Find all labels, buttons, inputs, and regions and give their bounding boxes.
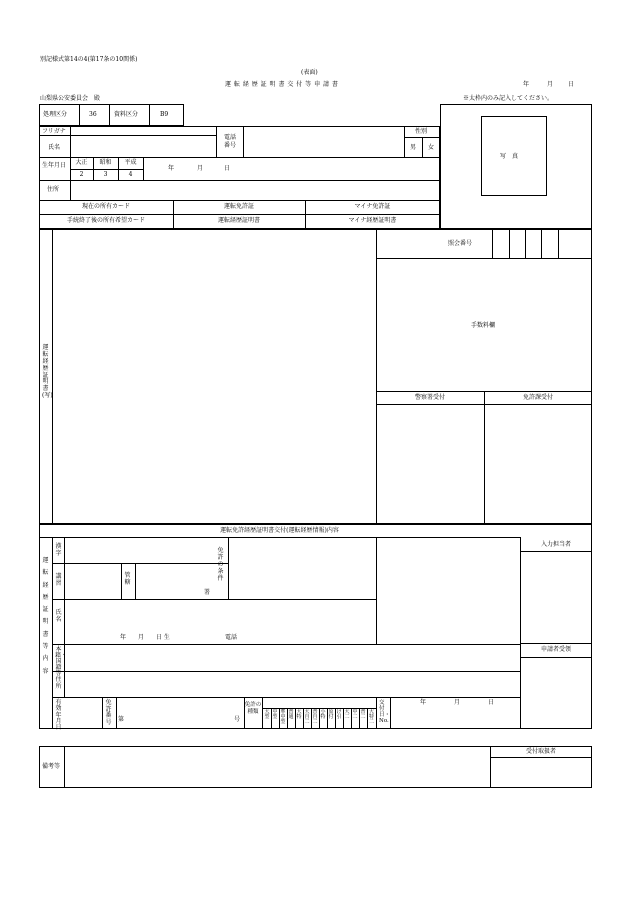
type-kenin[interactable]: け引 [336, 709, 342, 720]
desired-card-label: 手続終了後の所有希望カード [66, 217, 145, 224]
validity-label: 有効年月日 [55, 699, 62, 732]
input-staff-label: 入力担当者 [540, 541, 571, 548]
current-myna-license[interactable]: マイナ免許証 [354, 203, 391, 210]
receiver-label: 受付取扱者 [525, 748, 556, 755]
lower-side-label: 運転経歴証明書等内容 [42, 557, 49, 675]
gender-female[interactable]: 女 [428, 144, 435, 151]
type-ogata[interactable]: 大型 [264, 709, 270, 720]
lower-phone-label: 電話 [225, 634, 238, 641]
middle-frame [39, 229, 592, 524]
era-code-2: 2 [79, 171, 84, 178]
birth-label: 生年月日 [42, 162, 67, 169]
photo-label: 写 真 [500, 153, 519, 160]
remarks-label: 備考等 [42, 763, 61, 770]
conditions-label: 免許の条件 [217, 547, 224, 582]
type-futsu[interactable]: 普通 [288, 709, 294, 720]
lower-frame [39, 524, 592, 732]
issue-year: 年 [420, 699, 427, 706]
form-side: (表面) [301, 69, 318, 76]
header-month: 月 [547, 81, 554, 88]
phone-label: 電話番号 [224, 134, 237, 149]
birth-day: 日 [224, 165, 231, 172]
material-value: B9 [160, 111, 169, 118]
name-label: 氏名 [48, 144, 61, 151]
type-fujini[interactable]: 普自二 [312, 709, 318, 725]
license-go: 号 [234, 716, 241, 723]
license-number-label: 免許番号 [105, 699, 112, 726]
lower-name-label: 氏名 [55, 609, 62, 623]
jurisdiction-label: 管轄 [124, 572, 131, 586]
license-dai: 第 [118, 716, 125, 723]
gender-male[interactable]: 男 [410, 144, 417, 151]
form-title: 運 転 経 歴 証 明 書 交 付 等 申 請 書 [225, 81, 339, 88]
domicile-label: 本籍・国籍等 [55, 646, 68, 677]
lower-section-title: 運転免許経歴証明書交付(運転経歴情報)内容 [220, 527, 339, 534]
current-card-label: 現在の所有カード [81, 203, 130, 210]
type-junchugata[interactable]: 準中型 [280, 709, 286, 725]
type-daitoku[interactable]: 大特 [296, 709, 302, 720]
header-year: 年 [523, 81, 530, 88]
type-gentsuki[interactable]: 原付 [328, 709, 334, 720]
type-chu-ni[interactable]: 中二 [352, 709, 358, 720]
police-receipt-label: 警察署受付 [414, 394, 445, 401]
desired-history-cert[interactable]: 運転経歴証明書 [217, 217, 260, 224]
birth-month: 月 [197, 165, 204, 172]
copy-area-label: 運転経歴証明書(写) [42, 344, 53, 400]
era-code-3: 3 [103, 171, 108, 178]
current-license[interactable]: 運転免許証 [223, 203, 254, 210]
processing-value: 36 [89, 111, 97, 118]
kanji-label: 漢字 [55, 543, 62, 557]
header-day: 日 [568, 81, 575, 88]
era-code-4: 4 [128, 171, 133, 178]
gender-label: 性別 [415, 128, 428, 135]
desired-myna-history-cert[interactable]: マイナ経歴証明書 [348, 217, 397, 224]
thick-frame-note: ※太枠内のみ記入してください。 [463, 95, 554, 102]
furigana-label: フリガナ [42, 128, 66, 135]
era-heisei[interactable]: 平成 [124, 159, 137, 166]
type-daitoku-ni[interactable]: 大特二 [368, 709, 374, 725]
office-label: 署 [204, 589, 211, 596]
type-dai-ni[interactable]: 大二 [344, 709, 350, 720]
license-type-label: 免許の種類 [244, 702, 262, 715]
material-label: 資料区分 [114, 111, 139, 118]
applicant-receipt-label: 申請者受領 [540, 646, 571, 653]
era-taisho[interactable]: 大正 [75, 159, 88, 166]
lower-birth-ymd: 年 月 日 生 [120, 634, 170, 641]
issue-day: 日 [488, 699, 495, 706]
type-chugata[interactable]: 中型 [272, 709, 278, 720]
issue-month: 月 [454, 699, 461, 706]
fee-label: 手数料欄 [471, 322, 496, 329]
era-showa[interactable]: 昭和 [99, 159, 112, 166]
addressee: 山梨県公安委員会 殿 [40, 95, 101, 102]
license-receipt-label: 免許課受付 [522, 394, 553, 401]
inquiry-number-label: 照会番号 [448, 240, 473, 247]
form-number: 別記様式第14の4(第17条の10関係) [40, 56, 138, 63]
type-kotoku[interactable]: 小特 [320, 709, 326, 720]
birth-year: 年 [168, 165, 175, 172]
processing-label: 処理区分 [43, 111, 68, 118]
address-label: 住所 [47, 186, 60, 193]
lower-address-label: 住所 [55, 676, 62, 690]
type-futsu-ni[interactable]: 普二 [360, 709, 366, 720]
lecture-label: 講習 [55, 573, 62, 587]
issue-date-label: 交付日・No. [379, 700, 391, 725]
type-daijini[interactable]: 大自二 [304, 709, 310, 725]
